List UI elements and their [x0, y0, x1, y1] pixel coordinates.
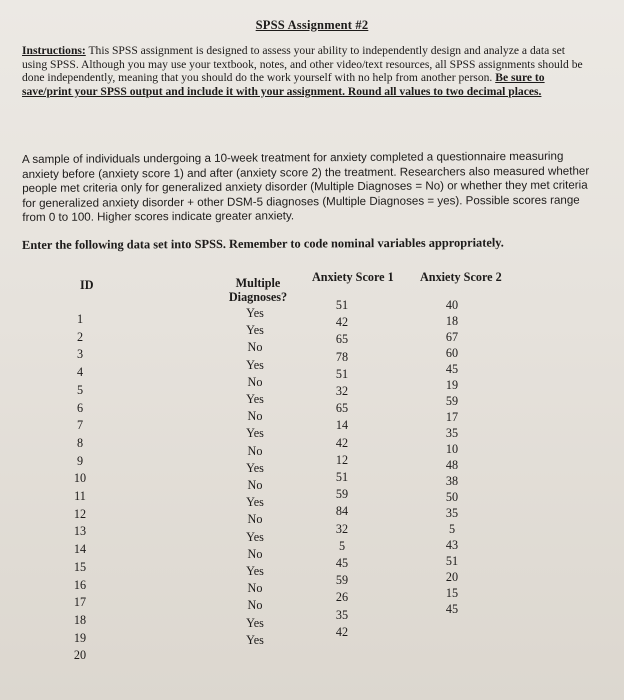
document-title: SPSS Assignment #2	[255, 18, 369, 32]
diagnoses-cell: Yes	[246, 392, 264, 406]
diagnoses-cell: Yes	[246, 632, 264, 647]
anxiety-score-2-cell: 18	[445, 314, 459, 328]
anxiety-score-1-cell: 51	[335, 298, 349, 312]
diagnoses-cell: No	[247, 478, 263, 492]
id-cell: 19	[73, 630, 87, 645]
anxiety-score-1-cell: 65	[335, 401, 349, 416]
anxiety-score-1-cell: 45	[335, 556, 349, 570]
id-cell: 13	[73, 524, 87, 539]
anxiety-score-1-cell: 59	[335, 573, 349, 588]
anxiety-score-1-cell: 32	[335, 521, 349, 536]
anxiety-score-2-cell: 5	[448, 522, 456, 536]
anxiety-score-1-cell: 42	[335, 435, 349, 450]
id-cell: 3	[76, 347, 84, 362]
enter-data-prompt: Enter the following data set into SPSS. Remember to code nominal variables appropriately.	[22, 235, 504, 252]
id-cell: 1	[76, 312, 84, 326]
instructions-emphasis: Be sure to save/print your SPSS output and include it with your assignment. Round all values to two decimal places.	[22, 71, 545, 98]
anxiety-score-2-cell: 15	[445, 586, 459, 600]
anxiety-score-2-cell: 60	[445, 346, 459, 360]
diagnoses-cell: No	[247, 581, 263, 596]
anxiety-score-1-cell: 12	[335, 452, 349, 467]
anxiety-score-2-cell: 67	[445, 330, 459, 344]
diagnoses-cell: Yes	[246, 306, 264, 320]
diagnoses-cell: No	[247, 546, 263, 561]
anxiety-score-1-cell: 51	[335, 366, 349, 381]
id-cell: 15	[73, 559, 87, 574]
id-cell: 18	[73, 612, 87, 627]
anxiety-score-2-cell: 45	[445, 602, 459, 616]
anxiety-score-2-cell: 17	[445, 410, 459, 424]
diagnoses-cell: Yes	[246, 426, 264, 441]
anxiety-score-1-cell: 65	[335, 332, 349, 347]
id-cell: 12	[73, 506, 87, 521]
header-multiple-line2: Diagnoses?	[228, 290, 288, 304]
diagnoses-cell: Yes	[246, 323, 264, 338]
diagnoses-cell: No	[247, 374, 263, 389]
header-anxiety-score-2: Anxiety Score 2	[420, 270, 502, 284]
anxiety-score-1-cell: 35	[335, 607, 349, 622]
anxiety-score-2-cell: 19	[445, 378, 459, 392]
anxiety-score-2-cell: 50	[445, 490, 459, 504]
id-cell: 5	[76, 382, 84, 397]
id-cell: 14	[73, 542, 87, 557]
header-id: ID	[80, 278, 94, 292]
scenario-paragraph: A sample of individuals undergoing a 10-week treatment for anxiety completed a questionnaire measuring anxiety before (anxiety score 1) and after (anxiety score 2) the treatment. Researchers also measured whether people met criteria only for generalized anxiety disorder (Multiple Diagnoses = No) or whether they met criteria for generalized anxiety disorder + other DSM-5 diagnoses (Multiple Diagnoses = yes). Possible scores range from 0 to 100. Higher scores indicate greater anxiety.	[22, 149, 590, 225]
id-cell: 9	[76, 453, 84, 468]
header-multiple-diagnoses	[222, 276, 294, 304]
diagnoses-cell: Yes	[246, 357, 264, 372]
diagnoses-cell: No	[247, 512, 263, 527]
anxiety-score-2-cell: 51	[445, 554, 459, 568]
header-multiple-line1: Multiple	[235, 276, 281, 290]
diagnoses-cell: No	[247, 409, 263, 424]
anxiety-score-1-cell: 51	[335, 470, 349, 484]
anxiety-score-1-cell: 32	[335, 384, 349, 398]
anxiety-score-2-cell: 10	[445, 442, 459, 456]
id-cell: 17	[73, 595, 87, 610]
anxiety-score-1-cell: 42	[335, 624, 349, 639]
anxiety-score-2-cell: 43	[445, 538, 459, 552]
anxiety-score-1-cell: 84	[335, 504, 349, 519]
anxiety-score-1-cell: 59	[335, 487, 349, 502]
anxiety-score-1-cell: 78	[335, 349, 349, 364]
anxiety-score-1-cell: 26	[335, 590, 349, 605]
id-cell: 8	[76, 435, 84, 450]
anxiety-score-2-cell: 20	[445, 570, 459, 584]
anxiety-score-1-cell: 5	[338, 538, 346, 553]
diagnoses-cell: No	[247, 443, 263, 458]
id-cell: 20	[73, 648, 87, 663]
anxiety-score-2-cell: 59	[445, 394, 459, 408]
anxiety-score-2-cell: 48	[445, 458, 459, 472]
id-cell: 16	[73, 577, 87, 592]
diagnoses-cell: Yes	[246, 529, 264, 544]
anxiety-score-2-cell: 35	[445, 506, 459, 520]
instructions-text: This SPSS assignment is designed to assess your ability to independently design and analyze a data set using SPSS. Although you may use your textbook, notes, and other video/text resources, all SPSS assignments should be done independently, meaning that you should do the work yourself with no help from another person.	[22, 44, 583, 85]
diagnoses-cell: Yes	[246, 460, 264, 475]
anxiety-score-2-cell: 38	[445, 474, 459, 488]
diagnoses-cell: Yes	[246, 615, 264, 630]
diagnoses-cell: No	[247, 598, 263, 613]
anxiety-score-1-cell: 14	[335, 418, 349, 433]
anxiety-score-2-cell: 45	[445, 362, 459, 376]
header-anxiety-score-1: Anxiety Score 1	[312, 270, 394, 284]
id-cell: 11	[74, 489, 86, 503]
id-cell: 7	[76, 418, 84, 433]
id-cell: 6	[76, 400, 84, 415]
instructions-paragraph	[22, 44, 592, 98]
anxiety-score-1-cell: 42	[335, 315, 349, 330]
id-cell: 10	[73, 471, 87, 486]
diagnoses-cell: Yes	[246, 495, 264, 510]
anxiety-score-2-cell: 35	[445, 426, 459, 440]
diagnoses-cell: Yes	[246, 564, 264, 578]
instructions-label: Instructions:	[22, 44, 86, 57]
id-cell: 2	[76, 329, 84, 344]
id-cell: 4	[76, 365, 84, 380]
anxiety-score-2-cell: 40	[445, 298, 459, 312]
diagnoses-cell: No	[247, 340, 263, 355]
